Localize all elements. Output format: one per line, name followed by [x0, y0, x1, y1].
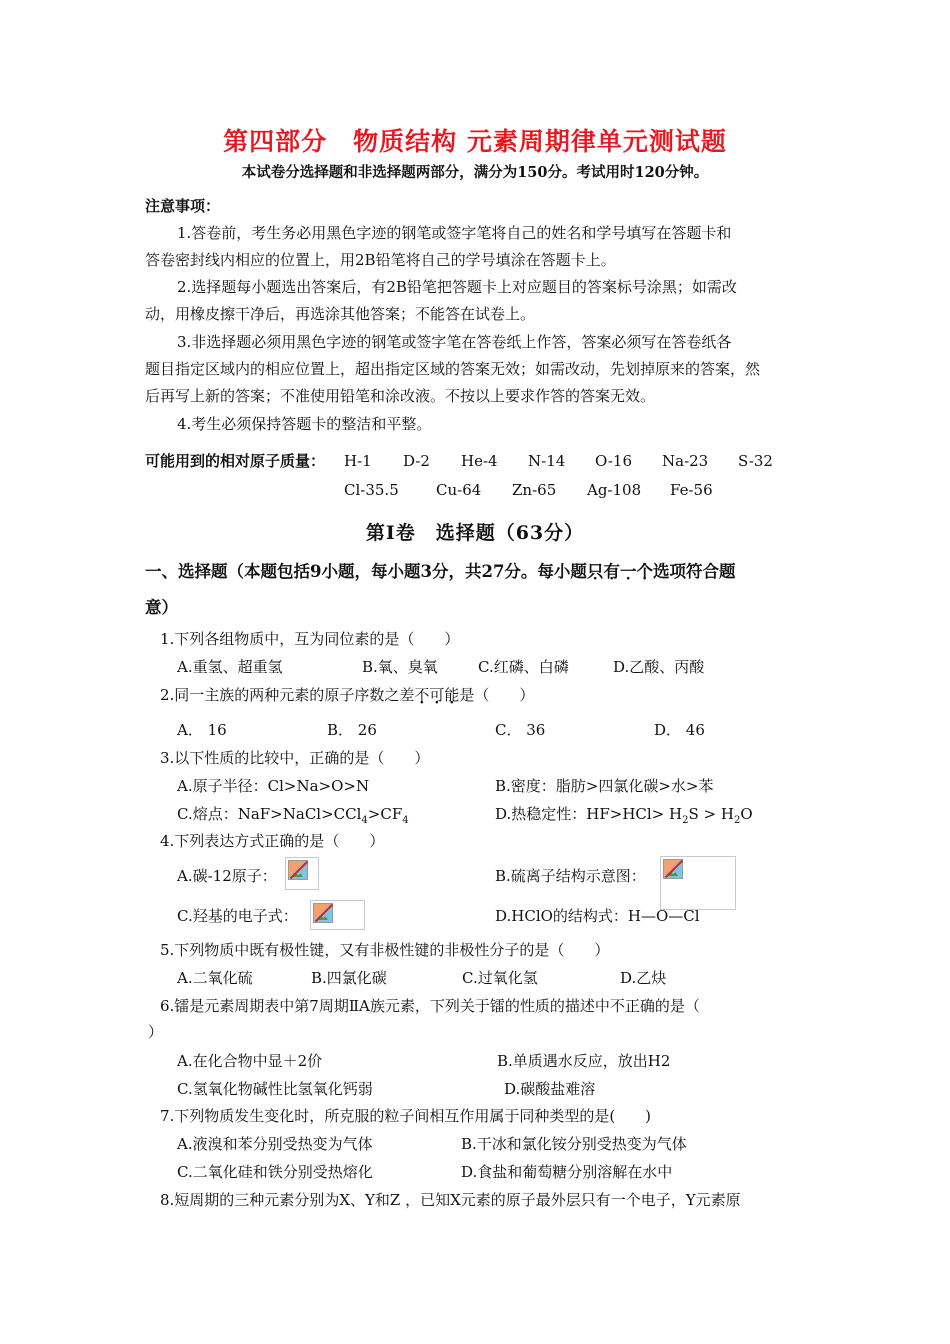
- atomic-mass-item: H-1: [344, 452, 372, 470]
- section-heading-part: 一、选择题（本题包括9小题，每小题3分，共27分。每小题: [145, 562, 587, 581]
- page-title: 第四部分 物质结构 元素周期律单元测试题: [223, 127, 727, 156]
- broken-image-icon: [313, 903, 333, 923]
- option-b: B.氧、臭氧: [362, 658, 438, 676]
- option-c-text: >CF: [367, 805, 403, 823]
- broken-image-icon: [288, 860, 308, 880]
- option-c: C.氢氧化物碱性比氢氧化钙弱: [177, 1080, 373, 1098]
- subscript: 2: [733, 815, 741, 826]
- question-stem: 6.镭是元素周期表中第7周期ⅡA族元素，下列关于镭的性质的描述中不正确的是（: [160, 997, 700, 1015]
- notice-line: 动，用橡皮擦干净后，再选涂其他答案；不能答在试卷上。: [145, 305, 536, 323]
- subscript: 2: [682, 815, 689, 826]
- option-c: C.红磷、白磷: [478, 658, 569, 676]
- option-d: D.HClO的结构式：H—O—Cl: [495, 907, 700, 925]
- option-b: B.单质遇水反应，放出H2: [497, 1052, 671, 1070]
- question-stem-cont: ）: [148, 1023, 164, 1041]
- option-c: C.过氧化氢: [462, 969, 538, 987]
- atomic-mass-item: Na-23: [662, 452, 709, 470]
- option-c: C.二氧化硅和铁分别受热熔化: [177, 1163, 373, 1181]
- option-b: B． 26: [327, 721, 377, 739]
- question-stem-emphasis: 不可能: [414, 686, 460, 704]
- section-heading-cont: 意）: [145, 598, 178, 617]
- question-stem: [160, 685, 534, 705]
- atomic-mass-item: Fe-56: [670, 481, 713, 499]
- option-b: B.硫离子结构示意图：: [495, 867, 646, 885]
- notice-line: 3.非选择题必须用黑色字迹的钢笔或签字笔在答卷纸上作答，答案必须写在答卷纸各: [177, 333, 732, 351]
- broken-image-icon: [663, 859, 683, 879]
- option-d-text: D.热稳定性：HF>HCl> H: [495, 805, 683, 823]
- question-stem: 1.下列各组物质中，互为同位素的是（ ）: [160, 630, 460, 648]
- option-c-text: C.熔点：NaF>NaCl>CCl: [177, 805, 362, 823]
- notice-line: 1.答卷前，考生务必用黑色字迹的钢笔或签字笔将自己的姓名和学号填写在答题卡和: [177, 224, 732, 242]
- question-stem: 4.下列表达方式正确的是（ ）: [160, 832, 385, 850]
- option-a: A.在化合物中显＋2价: [177, 1052, 323, 1070]
- hydroxyl-electron-formula-image: [310, 900, 365, 930]
- option-a: A.液溴和苯分别受热变为气体: [177, 1135, 373, 1153]
- atomic-mass-item: D-2: [403, 452, 430, 470]
- option-a: A.二氧化硫: [177, 969, 253, 987]
- notice-line: 答卷密封线内相应的位置上，用2B铅笔将自己的学号填涂在答题卡上。: [145, 251, 616, 269]
- option-d: D． 46: [654, 721, 705, 739]
- atomic-mass-item: Cu-64: [436, 481, 482, 499]
- atomic-mass-item: He-4: [461, 452, 498, 470]
- option-a: A.原子半径：Cl>Na>O>N: [177, 777, 370, 795]
- option-d: [495, 804, 753, 831]
- section-title: 第Ⅰ卷 选择题（63分）: [365, 522, 585, 544]
- option-a: A.重氢、超重氢: [177, 658, 283, 676]
- option-c: C． 36: [495, 721, 546, 739]
- section-heading-part: 选项符合题: [652, 562, 736, 581]
- question-stem-part: 是（ ）: [459, 686, 535, 704]
- atomic-mass-item: Zn-65: [512, 481, 557, 499]
- option-d-text: S > H: [688, 805, 734, 823]
- question-stem: 3.以下性质的比较中，正确的是（ ）: [160, 749, 430, 767]
- question-stem: 8.短周期的三种元素分别为X、Y和Z ，已知X元素的原子最外层只有一个电子，Y元素原: [160, 1191, 741, 1209]
- notice-heading: 注意事项：: [145, 197, 221, 215]
- atomic-mass-label: 可能用到的相对原子质量：: [145, 452, 326, 470]
- carbon-12-image: [285, 857, 319, 890]
- section-heading: [145, 562, 735, 582]
- subscript: 4: [402, 815, 409, 826]
- option-b: B.四氯化碳: [311, 969, 387, 987]
- question-stem: 7.下列物质发生变化时，所克服的粒子间相互作用属于同种类型的是( ): [160, 1107, 652, 1125]
- option-b: B.密度：脂肪>四氯化碳>水>苯: [495, 777, 714, 795]
- notice-line: 题目指定区域内的相应位置上，超出指定区域的答案无效；如需改动，先划掉原来的答案，然: [145, 360, 761, 378]
- notice-line: 2.选择题每小题选出答案后，有2B铅笔把答题卡上对应题目的答案标号涂黑；如需改: [177, 278, 737, 296]
- atomic-mass-item: Ag-108: [587, 481, 642, 499]
- option-a: A.碳-12原子：: [177, 867, 277, 885]
- atomic-mass-item: S-32: [738, 452, 773, 470]
- exam-description: 本试卷分选择题和非选择题两部分，满分为150分。考试用时120分钟。: [241, 164, 709, 181]
- atomic-mass-item: O-16: [595, 452, 633, 470]
- option-c: C.羟基的电子式：: [177, 907, 298, 925]
- question-stem-part: 2.同一主族的两种元素的原子序数之差: [160, 686, 415, 704]
- atomic-mass-item: Cl-35.5: [344, 481, 399, 499]
- option-a: A． 16: [177, 721, 227, 739]
- sulfur-ion-diagram-image: [660, 856, 736, 910]
- atomic-mass-item: N-14: [528, 452, 566, 470]
- section-heading-emphasis: 只有一个: [586, 562, 653, 581]
- option-d: D.食盐和葡萄糖分别溶解在水中: [461, 1163, 673, 1181]
- subscript: 4: [361, 815, 368, 826]
- notice-line: 后再写上新的答案；不准使用铅笔和涂改液。不按以上要求作答的答案无效。: [145, 387, 656, 405]
- option-d: D.碳酸盐难溶: [504, 1080, 596, 1098]
- option-c: [177, 804, 409, 831]
- option-b: B.干冰和氯化铵分别受热变为气体: [461, 1135, 687, 1153]
- option-d: D.乙酸、丙酸: [613, 658, 705, 676]
- option-d: D.乙炔: [620, 969, 667, 987]
- option-d-text: O: [740, 805, 753, 823]
- notice-line: 4.考生必须保持答题卡的整洁和平整。: [177, 415, 432, 433]
- question-stem: 5.下列物质中既有极性键，又有非极性键的非极性分子的是（ ）: [160, 941, 610, 959]
